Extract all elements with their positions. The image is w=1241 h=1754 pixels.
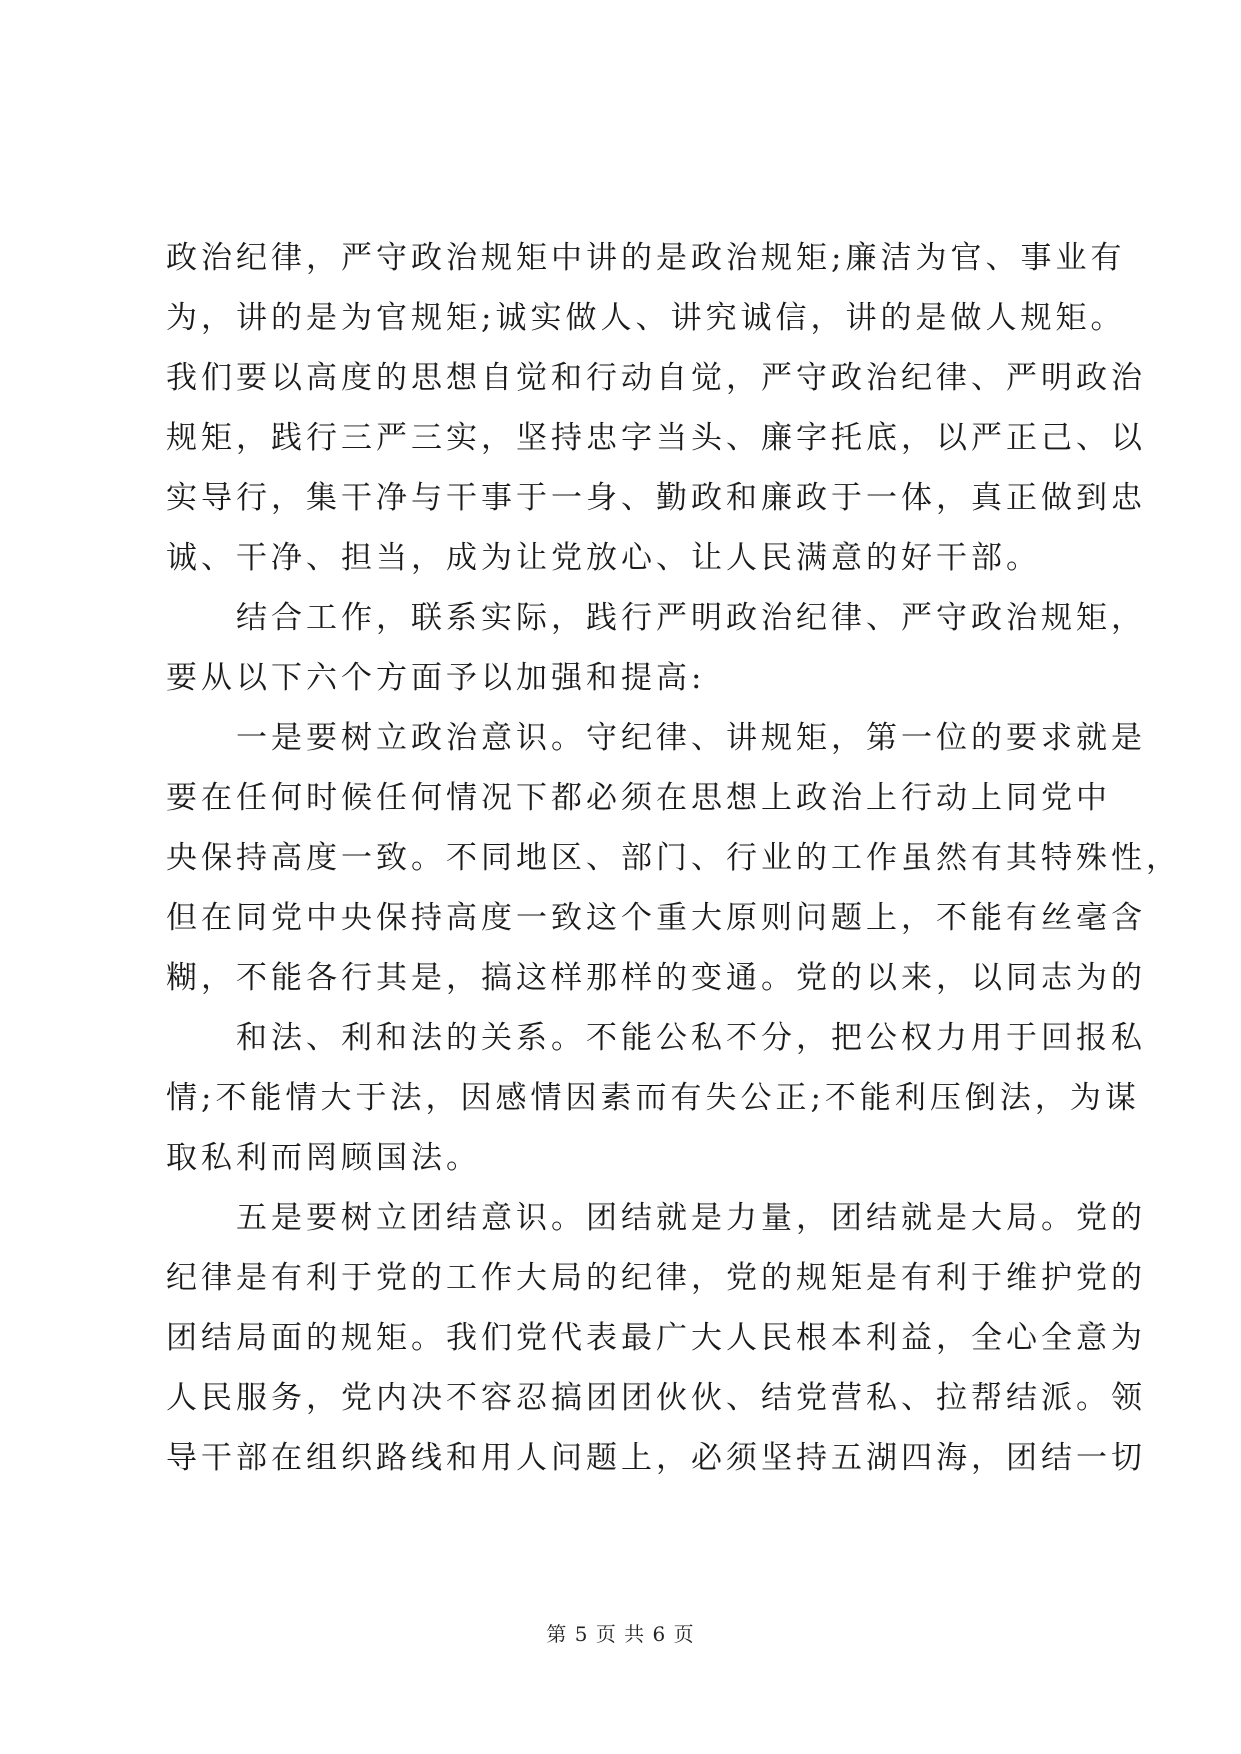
page-number-footer: 第 5 页 共 6 页 <box>546 1622 695 1646</box>
text-line: 结合工作，联系实际，践行严明政治纪律、严守政治规矩， <box>166 600 1146 636</box>
text-line: 实导行，集干净与干事于一身、勤政和廉政于一体，真正做到忠 <box>166 480 1146 516</box>
text-line: 人民服务，党内决不容忍搞团团伙伙、结党营私、拉帮结派。领 <box>166 1380 1146 1416</box>
text-line: 一是要树立政治意识。守纪律、讲规矩，第一位的要求就是 <box>166 720 1146 756</box>
text-line: 诚、干净、担当，成为让党放心、让人民满意的好干部。 <box>166 540 1041 576</box>
text-line: 要从以下六个方面予以加强和提高: <box>166 660 706 696</box>
text-line: 为，讲的是为官规矩;诚实做人、讲究诚信，讲的是做人规矩。 <box>166 300 1126 336</box>
text-line: 导干部在组织路线和用人问题上，必须坚持五湖四海，团结一切 <box>166 1440 1146 1476</box>
text-line: 央保持高度一致。不同地区、部门、行业的工作虽然有其特殊性， <box>166 840 1181 876</box>
text-line: 纪律是有利于党的工作大局的纪律，党的规矩是有利于维护党的 <box>166 1260 1146 1296</box>
text-line: 五是要树立团结意识。团结就是力量，团结就是大局。党的 <box>166 1200 1146 1236</box>
text-line: 情;不能情大于法，因感情因素而有失公正;不能利压倒法，为谋 <box>166 1080 1140 1116</box>
text-line: 团结局面的规矩。我们党代表最广大人民根本利益，全心全意为 <box>166 1320 1146 1356</box>
text-line: 但在同党中央保持高度一致这个重大原则问题上，不能有丝毫含 <box>166 900 1146 936</box>
text-line: 取私利而罔顾国法。 <box>166 1140 481 1176</box>
text-line: 要在任何时候任何情况下都必须在思想上政治上行动上同党中 <box>166 780 1111 816</box>
text-line: 规矩，践行三严三实，坚持忠字当头、廉字托底，以严正己、以 <box>166 420 1146 456</box>
text-line: 和法、利和法的关系。不能公私不分，把公权力用于回报私 <box>166 1020 1146 1056</box>
body-text <box>166 228 1181 1488</box>
text-line: 政治纪律，严守政治规矩中讲的是政治规矩;廉洁为官、事业有 <box>166 240 1126 276</box>
text-line: 糊，不能各行其是，搞这样那样的变通。党的以来，以同志为的 <box>166 960 1146 996</box>
text-line: 我们要以高度的思想自觉和行动自觉，严守政治纪律、严明政治 <box>166 360 1146 396</box>
